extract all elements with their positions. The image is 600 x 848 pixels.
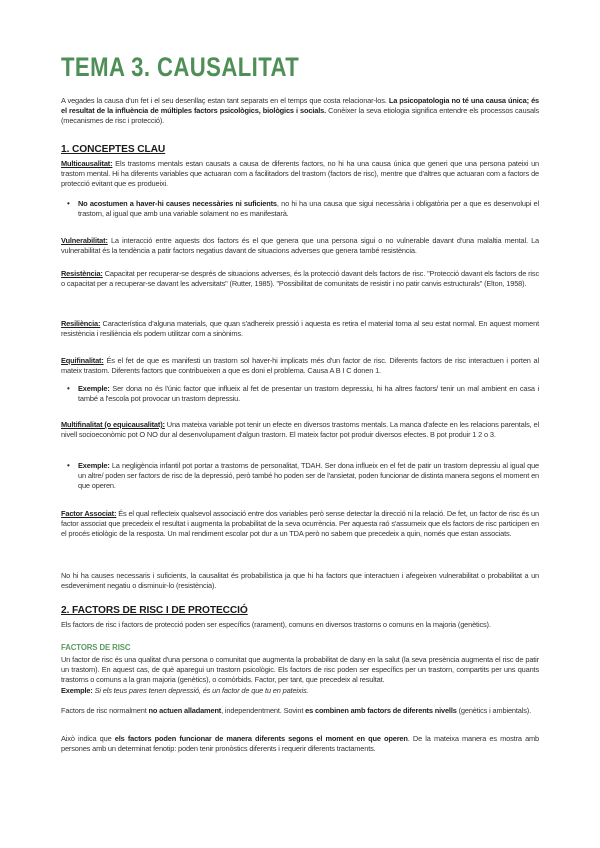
text: Factors de risc normalment: [61, 706, 149, 715]
factor-associat-paragraph: [61, 509, 539, 540]
definition-text: És el fet de que es manifesti un trastorn sol haver-hi implicats més d'un factor de risc. Diferents factors de risc interactuen i porten al mateix trastorn. Diferents factors que contribueixen a que es doni el problema. Causa A B I C donen 1.: [61, 356, 539, 376]
resiliencia-paragraph: [61, 319, 539, 339]
term-factor-associat: Factor Associat:: [61, 509, 117, 518]
definition-text: Capacitat per recuperar-se després de situacions adverses, és la protecció davant dels factors de risc. "Protecció davant els factors de risc o capacitat per a recuperar-se davant les adversitats" (Rutter, 1985). "Possibilitat de comunitats de resistir i no patir canvis estructurals" (Elton, 1958).: [61, 269, 539, 289]
bullet-icon: •: [67, 199, 70, 208]
bullet-text: , no hi ha una causa que sigui necessària i obligatòria per a que es desenvolupi el trastorn, al igual que amb una variable solament no es manifestarà.: [78, 199, 539, 219]
text: , independentment. Sovint: [221, 706, 306, 715]
subsection-heading: FACTORS DE RISC: [61, 643, 131, 652]
example-label: Exemple:: [61, 685, 93, 695]
list-item: [67, 384, 539, 404]
bullet-bold: Exemple:: [78, 461, 110, 470]
definition-text: Un factor de risc és una qualitat d'una persona o comunitat que augmenta la probabilitat de dany en la salut (la seva presència augmenta el risc de patir un trastorn). En aquest cas, de què aparegui un trastorn psicològic. Els factors de risc poden ser específics per un trastorn, compartits per uns quants trastorns o comuns a la gran majoria (genètics), o comòrbids. Factor, per tant, que precedeix al resultat.: [61, 655, 539, 685]
bullet-text: La negligència infantil pot portar a trastorns de personalitat, TDAH. Ser dona influeix en el fet de patir un trastorn depressiu al igual que un altre/ poden ser factors de risc de la depressió, però també ho poden ser de l'ansietat, poden funcionar de distinta manera segons el moment en que operen.: [78, 461, 539, 491]
text: (genètics i ambientals).: [456, 706, 531, 715]
bullet-bold: No acostumen a haver-hi causes necessàries ni suficients: [78, 199, 277, 208]
risk-factor-paragraph-2: [61, 706, 539, 716]
intro-text: A vegades la causa d'un fet i el seu desenllaç estan tant separats en el temps que costa relacionar-los.: [61, 96, 389, 105]
bullet-text: Ser dona no és l'únic factor que influeix al fet de presentar un trastorn depressiu, hi ha altres factors/ tenir un mal ambient en casa i també a l'escola pot provocar un trastorn depressiu.: [78, 384, 539, 404]
multicausalitat-paragraph: [61, 159, 539, 190]
section-1-heading: 1. CONCEPTES CLAU: [61, 144, 166, 155]
term-vulnerabilitat: Vulnerabilitat:: [61, 236, 108, 245]
risk-factor-definition: [61, 655, 539, 696]
definition-text: La interacció entre aquests dos factors és el que genera que una persona sigui o no vulnerable davant d'una malaltia mental. La vulnerabilitat és la tendència a patir factors negatius davant de situacions adverses que genera també resistència.: [61, 236, 539, 256]
term-multifinalitat: Multifinalitat (o equicausalitat):: [61, 420, 165, 429]
term-equifinalitat: Equifinalitat:: [61, 356, 104, 365]
definition-text: Una mateixa variable pot tenir un efecte en diversos trastorns mentals. La manca d'afecte en les relacions parentals, el nivell socioeconòmic pot O NO dur al desenvolupament d'algun trastorn. El mateix factor pot produir diversos efectes. B pot produir 1 2 o 3.: [61, 420, 539, 440]
definition-text: Els trastorns mentals estan causats a causa de diferents factors, no hi ha una causa única que generi que una persona pateixi un trastorn mental. Hi ha diferents variables que actuaran com a facilitadors del trastorn (factors de risc), mentre que d'altres que actuaran com a factors de protecció evitant que es produeixi.: [61, 159, 539, 189]
section-2-intro: Els factors de risc i factors de protecció poden ser específics (rarament), comuns en diversos trastorns o comuns en la majoria (genètics).: [61, 620, 491, 629]
page-title: TEMA 3. CAUSALITAT: [61, 52, 300, 82]
multifinalitat-paragraph: [61, 420, 539, 440]
bold-text: es combinen amb factors de diferents nivells: [305, 706, 457, 715]
vulnerabilitat-paragraph: [61, 236, 539, 256]
definition-text: Característica d'alguna materials, que quan s'adhereix pressió i aquesta es retira el material torna al seu estat normal. En aquest moment resistència i resiliència els podem utilitzar com a sinònims.: [61, 319, 539, 339]
risk-factor-paragraph-3: [61, 734, 539, 754]
term-resistencia: Resistència:: [61, 269, 103, 278]
resistencia-paragraph: [61, 269, 539, 289]
section-2-heading: 2. FACTORS DE RISC I DE PROTECCIÓ: [61, 605, 248, 616]
text: Això indica que: [61, 734, 115, 743]
list-item: [67, 199, 539, 219]
bullet-icon: •: [67, 384, 70, 393]
closing-paragraph: No hi ha causes necessaris i suficients, la causalitat és probabilística ja que hi ha factors que interactuen i afegeixen vulnerabilitat o probabilitat a un esdeveniment negatiu o disminuir-lo (resistència).: [61, 571, 539, 591]
example-text: Si els teus pares tenen depressió, és un factor de que tu en pateixis.: [92, 685, 309, 695]
term-resiliencia: Resiliència:: [61, 319, 101, 328]
bullet-icon: •: [67, 461, 70, 470]
bold-text: els factors poden funcionar de manera diferents segons el moment en que operen: [114, 734, 408, 743]
intro-text-end: Conèixer la seva etiologia significa entendre els processos causals (mecanismes de risc i protecció).: [61, 106, 539, 126]
list-item: [67, 461, 539, 492]
bullet-bold: Exemple:: [78, 384, 110, 393]
equifinalitat-paragraph: [61, 356, 539, 376]
definition-text: És el qual reflecteix qualsevol associació entre dos variables però sense detectar la direcció ni la relació. De fet, un factor de risc és un factor associat que precedeix el resultat i augmenta la probabilitat de la seva ocurrència. Per aquesta raó s'assumeix que els factors de risc participen en el procés etiològic de la resposta. Un mal rendiment escolar pot dur a un TDA però no sabem que precedeix a quin, només que estan associats.: [61, 509, 539, 539]
text: . De la mateixa manera es mostra amb persones amb un determinat fenotip: poden tenir pronòstics diferents i requerir diferents tractaments.: [61, 734, 540, 754]
term-multicausalitat: Multicausalitat:: [61, 159, 113, 168]
intro-bold: La psicopatologia no té una causa única; és el resultat de la influència de múltiples factors psicològics, biològics i socials.: [61, 96, 539, 116]
bold-text: no actuen alladament: [148, 706, 222, 715]
intro-paragraph: [61, 96, 539, 127]
